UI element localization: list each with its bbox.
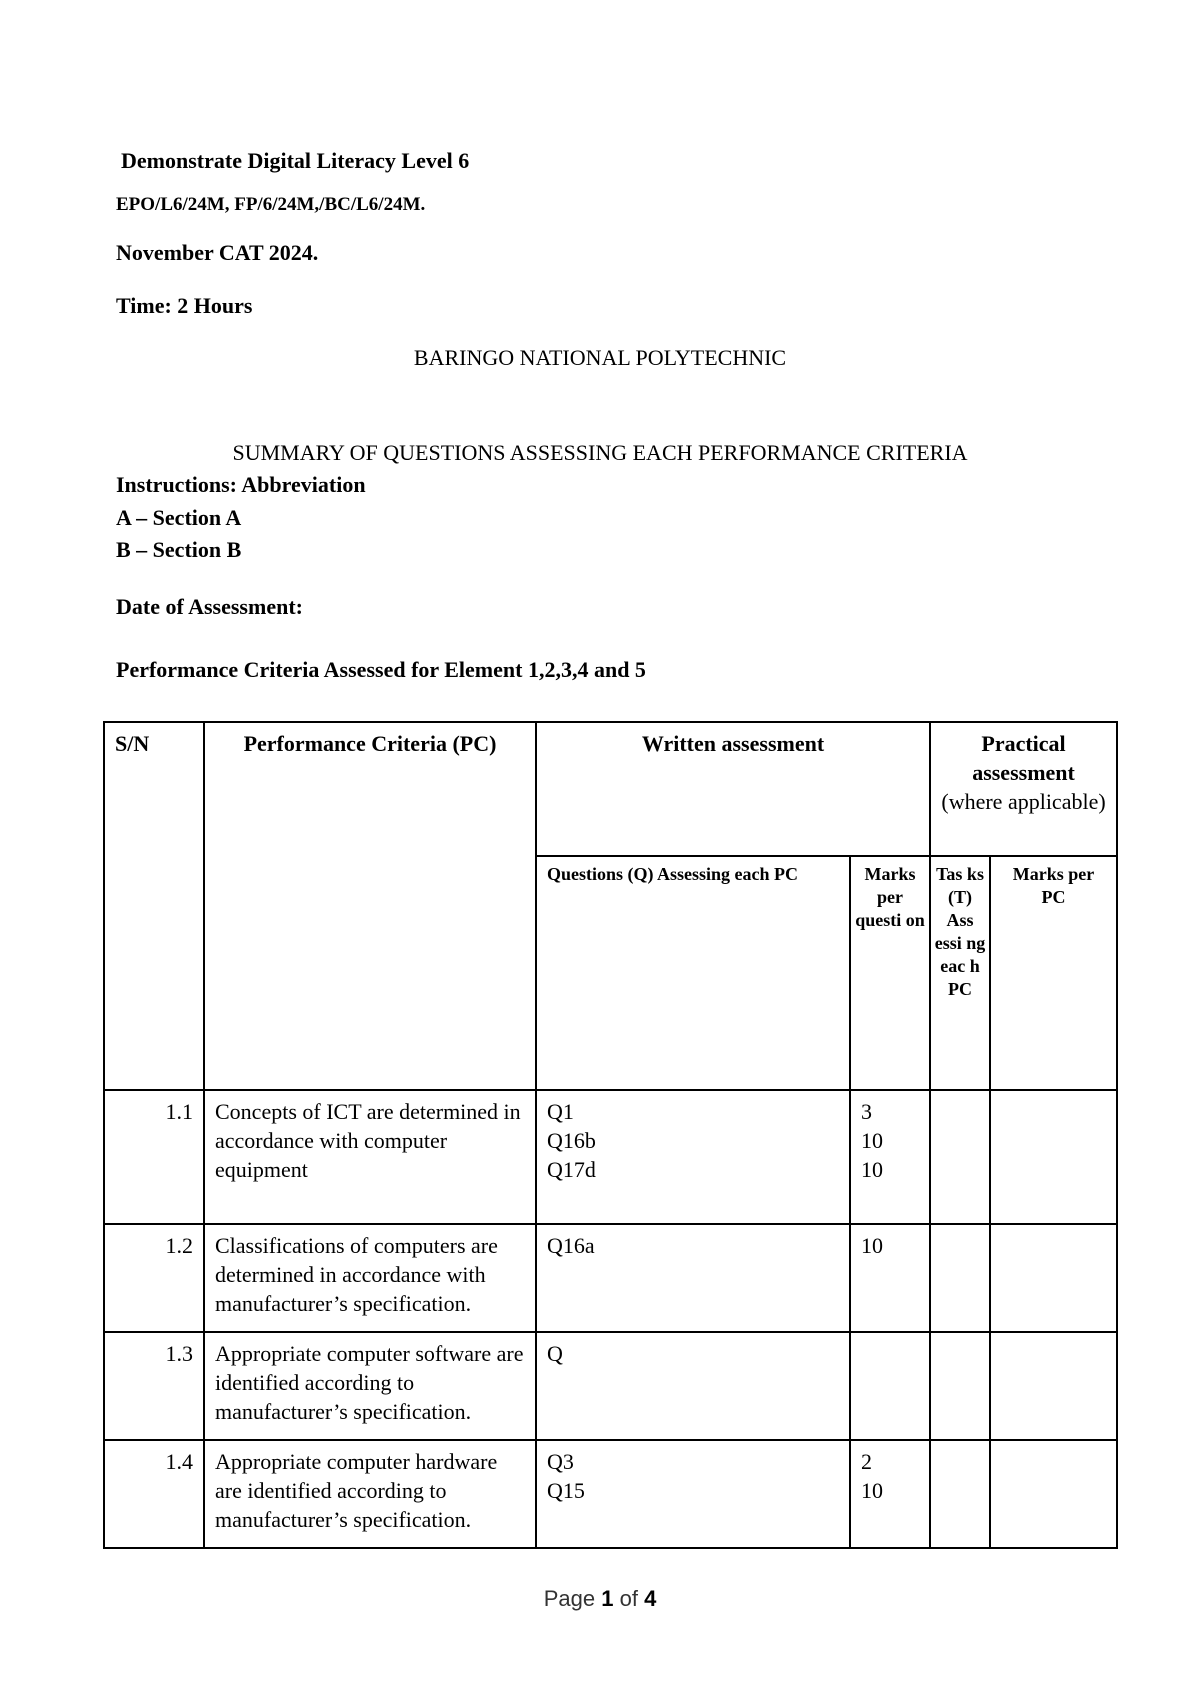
table-row (104, 1224, 1117, 1332)
row-sn: 1.2 (104, 1224, 204, 1332)
row-tasks (930, 1090, 990, 1224)
row-sn: 1.1 (104, 1090, 204, 1224)
page-prefix: Page (543, 1586, 596, 1611)
question-ref: Q15 (547, 1478, 585, 1503)
question-ref: Q16b (547, 1128, 596, 1153)
header-sn: S/N (104, 722, 204, 1090)
header-marks-per-question: Marks per questi on (850, 856, 930, 1090)
row-criteria: Classifications of computers are determined in accordance with manufacturer’s specification. (204, 1224, 536, 1332)
page-current: 1 (601, 1586, 614, 1611)
row-questions (536, 1440, 850, 1548)
table-row (104, 1440, 1117, 1548)
header-questions: Questions (Q) Assessing each PC (536, 856, 850, 1090)
row-marks-per-pc (990, 1224, 1117, 1332)
question-ref: Q16a (547, 1233, 595, 1258)
instructions-label: Instructions: Abbreviation (116, 472, 366, 497)
page-footer (0, 1586, 1200, 1612)
question-ref: Q17d (547, 1157, 596, 1182)
practical-title: Practical assessment (972, 731, 1075, 785)
course-title: Demonstrate Digital Literacy Level 6 (121, 148, 470, 173)
header-written-assessment: Written assessment (536, 722, 930, 856)
abbreviation-a: A – Section A (116, 505, 242, 530)
row-criteria: Concepts of ICT are determined in accordance with computer equipment (204, 1090, 536, 1224)
header-marks-per-pc: Marks per PC (990, 856, 1117, 1090)
row-sn: 1.4 (104, 1440, 204, 1548)
header-practical-assessment (930, 722, 1117, 856)
row-marks (850, 1440, 930, 1548)
row-criteria: Appropriate computer software are identified according to manufacturer’s specification. (204, 1332, 536, 1440)
mark-value: 3 (861, 1099, 872, 1124)
row-tasks (930, 1224, 990, 1332)
row-questions (536, 1090, 850, 1224)
criteria-heading: Performance Criteria Assessed for Element 1,2,3,4 and 5 (116, 657, 646, 682)
performance-criteria-table (103, 721, 1118, 1549)
exam-session: November CAT 2024. (116, 240, 319, 265)
row-marks-per-pc (990, 1440, 1117, 1548)
page-total: 4 (644, 1586, 657, 1611)
summary-heading: SUMMARY OF QUESTIONS ASSESSING EACH PERFORMANCE CRITERIA (232, 440, 968, 465)
row-marks (850, 1332, 930, 1440)
table-header-row (104, 722, 1117, 856)
course-codes: EPO/L6/24M, FP/6/24M,/BC/L6/24M. (116, 194, 426, 215)
abbreviation-b: B – Section B (116, 537, 242, 562)
row-tasks (930, 1440, 990, 1548)
question-ref: Q (547, 1341, 563, 1366)
row-marks-per-pc (990, 1090, 1117, 1224)
header-performance-criteria: Performance Criteria (PC) (204, 722, 536, 1090)
mark-value: 10 (861, 1157, 883, 1182)
table-row (104, 1332, 1117, 1440)
institution-name: BARINGO NATIONAL POLYTECHNIC (413, 345, 787, 370)
row-criteria: Appropriate computer hardware are identified according to manufacturer’s specification. (204, 1440, 536, 1548)
exam-time: Time: 2 Hours (116, 293, 253, 318)
question-ref: Q3 (547, 1449, 574, 1474)
row-marks (850, 1224, 930, 1332)
table-row (104, 1090, 1117, 1224)
mark-value: 2 (861, 1449, 872, 1474)
row-questions (536, 1224, 850, 1332)
mark-value: 10 (861, 1478, 883, 1503)
row-marks (850, 1090, 930, 1224)
row-sn: 1.3 (104, 1332, 204, 1440)
mark-value: 10 (861, 1233, 883, 1258)
row-questions (536, 1332, 850, 1440)
practical-note: (where applicable) (941, 789, 1106, 814)
question-ref: Q1 (547, 1099, 574, 1124)
row-tasks (930, 1332, 990, 1440)
header-tasks: Tas ks (T) Ass essi ng eac h PC (930, 856, 990, 1090)
mark-value: 10 (861, 1128, 883, 1153)
row-marks-per-pc (990, 1332, 1117, 1440)
page-of: of (619, 1586, 638, 1611)
date-of-assessment-label: Date of Assessment: (116, 594, 303, 619)
